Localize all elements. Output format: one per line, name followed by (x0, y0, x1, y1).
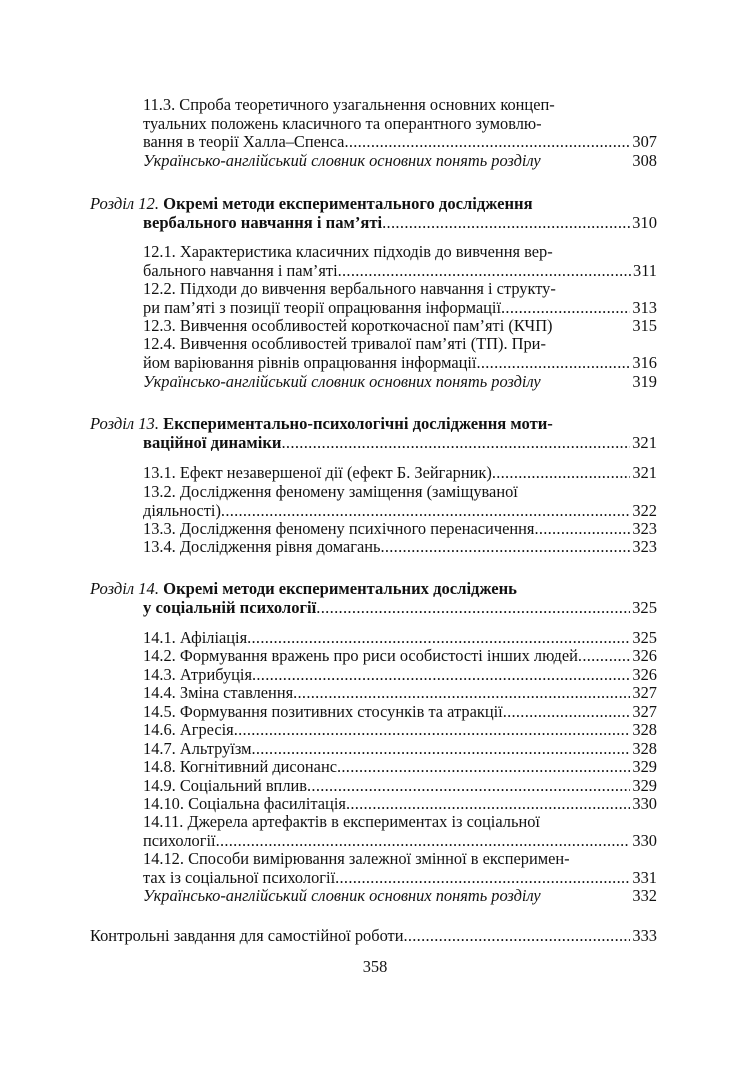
toc-page-number: 315 (632, 316, 657, 335)
toc-entry-last-line (143, 869, 657, 888)
toc-entry-title: Українсько-англійський словник основних понять розділу (143, 151, 541, 170)
toc-entry-last-line (143, 152, 657, 171)
toc-entry (90, 927, 657, 946)
toc-glossary-entry (143, 887, 657, 906)
toc-leader-dots (216, 832, 631, 851)
toc-entry (143, 740, 657, 759)
toc-entry (143, 647, 657, 666)
toc-page-number: 333 (632, 926, 657, 945)
toc-entry (143, 850, 657, 887)
toc-entry-title: діяльності) (143, 500, 221, 520)
toc-entry-last-line (143, 721, 657, 740)
toc-entry-title: 14.1. Афіліація (143, 628, 248, 647)
toc-entry-title: 13.1. Ефект незавершеної дії (ефект Б. Зейгарник) (143, 463, 492, 482)
page-number: 358 (362, 957, 388, 976)
toc-entry-title: Українсько-англійський словник основних понять розділу (143, 372, 541, 391)
toc-entry-last-line (143, 464, 657, 483)
toc-entry-last-line (143, 758, 657, 777)
toc-page-number: 328 (632, 739, 657, 758)
toc-page-number: 322 (632, 500, 657, 520)
toc-entry-title: вання в теорії Халла–Спенса (143, 132, 345, 152)
toc-entry-last-line (143, 684, 657, 703)
toc-entry-last-line (143, 520, 657, 539)
toc-entry (143, 280, 657, 317)
toc-leader-dots (503, 703, 631, 722)
toc-page-number: 321 (632, 433, 657, 452)
toc-entry-title: 14.2. Формування вражень про риси особистості інших людей (143, 646, 578, 665)
toc-entry-title: 13.3. Дослідження феномену психічного перенасичення (143, 519, 535, 538)
toc-page-number: 330 (632, 830, 657, 850)
toc-leader-dots (316, 598, 630, 617)
toc-leader-dots (234, 721, 631, 740)
toc-leader-dots (403, 927, 630, 946)
toc-entry (143, 703, 657, 722)
toc-entry-title: 14.6. Агресія (143, 720, 234, 739)
toc-entry (143, 335, 657, 372)
toc-leader-dots (281, 433, 630, 452)
toc-page-number: 319 (632, 372, 657, 391)
toc-leader-dots (380, 538, 630, 557)
toc-leader-dots (382, 213, 630, 232)
toc-entry-title: ри пам’яті з позиції теорії опрацювання інформації (143, 297, 502, 317)
toc-page-number: 316 (632, 352, 657, 372)
toc-section-heading (90, 194, 657, 213)
toc-leader-dots (492, 464, 631, 483)
toc-entry-last-line (143, 887, 657, 906)
toc-leader-dots (335, 869, 630, 888)
toc-leader-dots (307, 777, 630, 796)
toc-entry (143, 777, 657, 796)
toc-entry-last-line (143, 629, 657, 648)
toc-section-title-last-line (90, 213, 657, 232)
toc-page-number: 321 (632, 463, 657, 482)
toc-section-heading (90, 579, 657, 598)
toc-entry-last-line (143, 647, 657, 666)
toc-leader-dots (501, 299, 630, 318)
toc-page-number: 329 (632, 776, 657, 795)
toc-page-number: 307 (632, 132, 657, 152)
toc-glossary-entry (143, 373, 657, 392)
toc-entry (143, 758, 657, 777)
toc-entry-line: 13.2. Дослідження феномену заміщення (заміщуваної (143, 482, 518, 501)
toc-entry-last-line (143, 740, 657, 759)
toc-leader-dots (578, 647, 630, 666)
toc-entry-title: йом варіювання рівнів опрацювання інформації (143, 352, 477, 372)
toc-leader-dots (251, 740, 630, 759)
toc-entry (143, 464, 657, 483)
toc-entry (143, 483, 657, 520)
toc-entry-last-line (143, 262, 657, 281)
toc-entry-title: 14.3. Атрибуція (143, 665, 253, 684)
toc-entry-title: 12.3. Вивчення особливостей короткочасної пам’яті (КЧП) (143, 316, 553, 335)
toc-section-title-end: у соціальній психології (143, 598, 317, 617)
toc-leader-dots (293, 684, 630, 703)
toc-entry-line: 12.2. Підходи до вивчення вербального навчання і структу- (143, 279, 556, 298)
toc-section-title-last-line (90, 598, 657, 617)
toc-entry-line: туальних положень класичного та оперантного зумовлю- (143, 113, 542, 133)
toc-entry (143, 317, 657, 336)
toc-entry-last-line (143, 832, 657, 851)
toc-leader-dots (476, 354, 630, 373)
toc-entry-title: 14.9. Соціальний вплив (143, 776, 308, 795)
toc-entry-line: 11.3. Спроба теоретичного узагальнення основних концеп- (143, 95, 555, 114)
toc-page-number: 332 (632, 886, 657, 905)
toc-entry (143, 795, 657, 814)
toc-leader-dots (252, 666, 630, 685)
toc-section-entry (90, 194, 657, 232)
toc-page-number: 326 (632, 665, 657, 684)
toc-entry-last-line (143, 299, 657, 318)
toc-entry-last-line (143, 703, 657, 722)
toc-entry-last-line (143, 133, 657, 152)
toc-entry-last-line (143, 317, 657, 336)
toc-page-number: 327 (632, 683, 657, 702)
toc-entry (143, 96, 657, 152)
toc-entry-title: тах із соціальної психології (143, 867, 336, 887)
toc-section-title-line: Окремі методи експериментальних досліджень (163, 579, 517, 598)
toc-entry-line: 12.1. Характеристика класичних підходів до вивчення вер- (143, 242, 553, 261)
toc-page-number: 310 (632, 213, 657, 232)
toc-entry (143, 813, 657, 850)
toc-section-entry (90, 579, 657, 617)
toc-entry-last-line (143, 502, 657, 521)
toc-entry-title: Контрольні завдання для самостійної роботи (90, 926, 404, 945)
toc-entry-line: 14.11. Джерела артефактів в експериментах із соціальної (143, 812, 540, 831)
toc-section-title-end: вербального навчання і пам’яті (143, 213, 383, 232)
toc-section-title-last-line (90, 433, 657, 452)
toc-entry-title: Українсько-англійський словник основних понять розділу (143, 886, 541, 905)
toc-entry (143, 666, 657, 685)
toc-entry-line: 14.12. Способи вимірювання залежної змінної в експеримен- (143, 849, 570, 868)
toc-section-label: Розділ 12. (90, 194, 159, 213)
toc-leader-dots (344, 133, 630, 152)
toc-page-number: 328 (632, 720, 657, 739)
toc-entry (143, 684, 657, 703)
toc-entry-title: 14.4. Зміна ставлення (143, 683, 294, 702)
toc-entry-title: 14.7. Альтруїзм (143, 739, 252, 758)
toc-entry-last-line (143, 538, 657, 557)
toc-entry-last-line (143, 795, 657, 814)
toc-entry-last-line (143, 666, 657, 685)
toc-entry (143, 520, 657, 539)
toc-entry (143, 629, 657, 648)
toc-entry-last-line (143, 354, 657, 373)
toc-entry-last-line (143, 373, 657, 392)
toc-leader-dots (338, 262, 631, 281)
toc-page-number: 330 (632, 794, 657, 813)
toc-glossary-entry (143, 152, 657, 171)
toc-entry-title: психології (143, 830, 216, 850)
toc-entry-title: бального навчання і пам’яті (143, 260, 338, 280)
toc-section-label: Розділ 14. (90, 579, 159, 598)
toc-section-heading (90, 414, 657, 433)
toc-page-number: 311 (633, 260, 657, 280)
toc-page-number: 325 (632, 628, 657, 647)
toc-entry-line: 12.4. Вивчення особливостей тривалої пам’яті (ТП). При- (143, 334, 546, 353)
toc-section-title-end: ваційної динаміки (143, 433, 282, 452)
toc-section-label: Розділ 13. (90, 414, 159, 433)
toc-section-title-line: Експериментально-психологічні дослідження моти- (163, 414, 553, 433)
toc-leader-dots (346, 795, 630, 814)
toc-leader-dots (337, 758, 630, 777)
toc-page-number: 329 (632, 757, 657, 776)
toc-entry-title: 13.4. Дослідження рівня домагань (143, 537, 381, 556)
toc-entry-last-line (90, 927, 657, 946)
toc-leader-dots (247, 629, 630, 648)
toc-page-number: 331 (632, 867, 657, 887)
toc-page-number: 325 (632, 598, 657, 617)
toc-entry-last-line (143, 777, 657, 796)
toc-entry-title: 14.5. Формування позитивних стосунків та атракції (143, 702, 503, 721)
toc-page-number: 308 (632, 151, 657, 170)
toc-entry (143, 721, 657, 740)
toc-entry (143, 538, 657, 557)
toc-entry-title: 14.8. Когнітивний дисонанс (143, 757, 337, 776)
toc-page-number: 313 (632, 297, 657, 317)
toc-page-number: 327 (632, 702, 657, 721)
toc-section-entry (90, 414, 657, 452)
toc-leader-dots (221, 502, 630, 521)
toc-page-number: 323 (632, 537, 657, 556)
toc-entry-title: 14.10. Соціальна фасилітація (143, 794, 346, 813)
toc-leader-dots (534, 520, 630, 539)
toc-page-number: 323 (632, 519, 657, 538)
toc-section-title-line: Окремі методи експериментального дослідження (163, 194, 533, 213)
toc-entry (143, 243, 657, 280)
toc-page-number: 326 (632, 646, 657, 665)
